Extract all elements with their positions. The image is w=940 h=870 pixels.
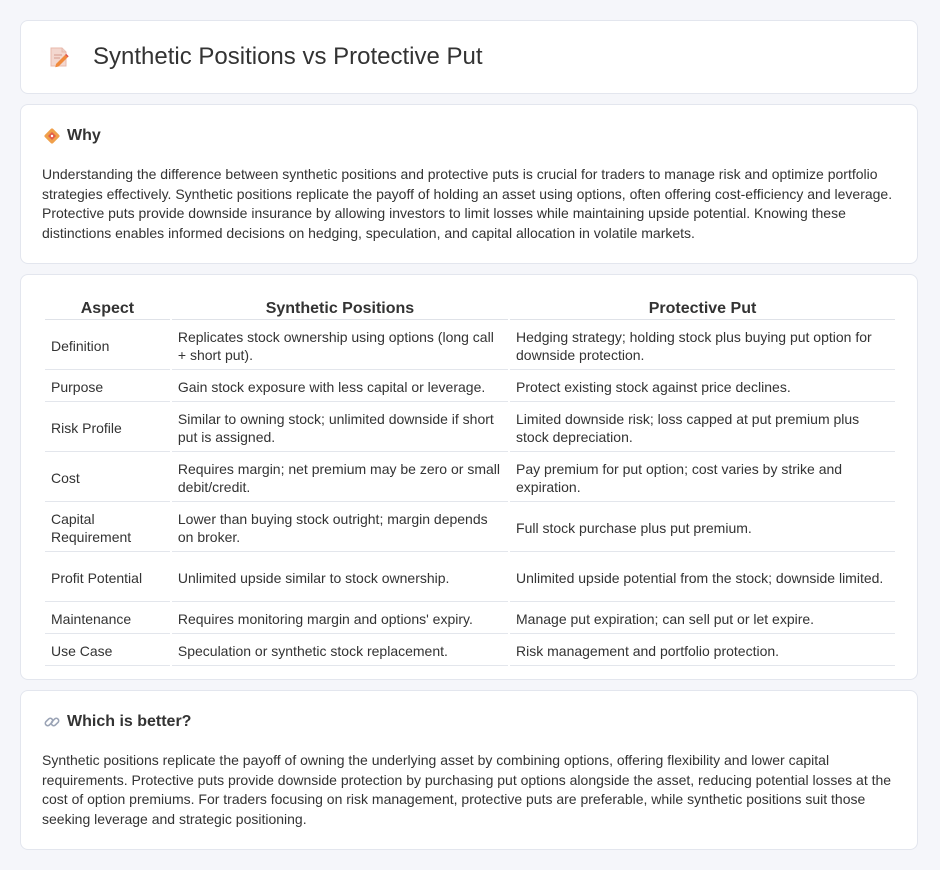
which-better-section [20,690,918,850]
cell-synthetic: Unlimited upside similar to stock ownership. [172,554,508,602]
cell-protective: Unlimited upside potential from the stock; downside limited. [510,554,895,602]
why-section [20,104,918,264]
cell-protective: Pay premium for put option; cost varies by strike and expiration. [510,454,895,502]
cell-synthetic: Lower than buying stock outright; margin depends on broker. [172,504,508,552]
header-protective: Protective Put [510,297,895,320]
why-heading-row [43,127,101,145]
cell-aspect: Risk Profile [45,404,170,452]
cell-aspect: Definition [45,322,170,370]
why-heading: Why [67,127,101,144]
cell-protective: Protect existing stock against price declines. [510,372,895,402]
cell-synthetic: Requires margin; net premium may be zero or small debit/credit. [172,454,508,502]
table-row [45,604,895,634]
table-row [45,636,895,666]
cell-aspect: Profit Potential [45,554,170,602]
table-row [45,504,895,552]
cell-synthetic: Replicates stock ownership using options (long call + short put). [172,322,508,370]
cell-aspect: Cost [45,454,170,502]
cell-synthetic: Speculation or synthetic stock replacement. [172,636,508,666]
better-heading-row [43,713,191,731]
cell-aspect: Maintenance [45,604,170,634]
cell-protective: Manage put expiration; can sell put or let expire. [510,604,895,634]
diamond-sign-icon [43,127,61,145]
cell-protective: Hedging strategy; holding stock plus buying put option for downside protection. [510,322,895,370]
cell-synthetic: Gain stock exposure with less capital or leverage. [172,372,508,402]
header-synthetic: Synthetic Positions [172,297,508,320]
better-text: Synthetic positions replicate the payoff of owning the underlying asset by combining options, offering flexibility and lower capital requirements. Protective puts provide downside protection by purchasing put options alongside the asset, reducing potential losses at the cost of option premiums. For traders focusing on risk management, protective puts are preferable, while synthetic positions suit those seeking leverage and strategic positioning. [42,752,892,827]
cell-aspect: Purpose [45,372,170,402]
table-row [45,322,895,370]
cell-synthetic: Requires monitoring margin and options' expiry. [172,604,508,634]
cell-protective: Risk management and portfolio protection. [510,636,895,666]
document-pencil-icon [47,45,71,69]
page-title: Synthetic Positions vs Protective Put [93,43,483,70]
header-aspect: Aspect [45,297,170,320]
table-row [45,372,895,402]
cell-protective: Limited downside risk; loss capped at put premium plus stock depreciation. [510,404,895,452]
why-text: Understanding the difference between synthetic positions and protective puts is crucial for traders to manage risk and optimize portfolio strategies effectively. Synthetic positions replicate the payoff of holding an asset using options, often offering cost-efficiency and leverage. Protective puts provide downside insurance by allowing investors to limit losses while maintaining upside potential. Knowing these distinctions enables informed decisions on hedging, speculation, and capital allocation in volatile markets. [42,166,893,241]
cell-protective: Full stock purchase plus put premium. [510,504,895,552]
table-header-row [45,297,895,320]
title-row [21,21,917,93]
table-row [45,554,895,602]
comparison-section [20,274,918,680]
cell-synthetic: Similar to owning stock; unlimited downside if short put is assigned. [172,404,508,452]
comparison-table [43,295,897,668]
title-card [20,20,918,94]
table-row [45,454,895,502]
cell-aspect: Capital Requirement [45,504,170,552]
cell-aspect: Use Case [45,636,170,666]
table-row [45,404,895,452]
better-heading: Which is better? [67,713,192,730]
link-icon [43,713,61,731]
